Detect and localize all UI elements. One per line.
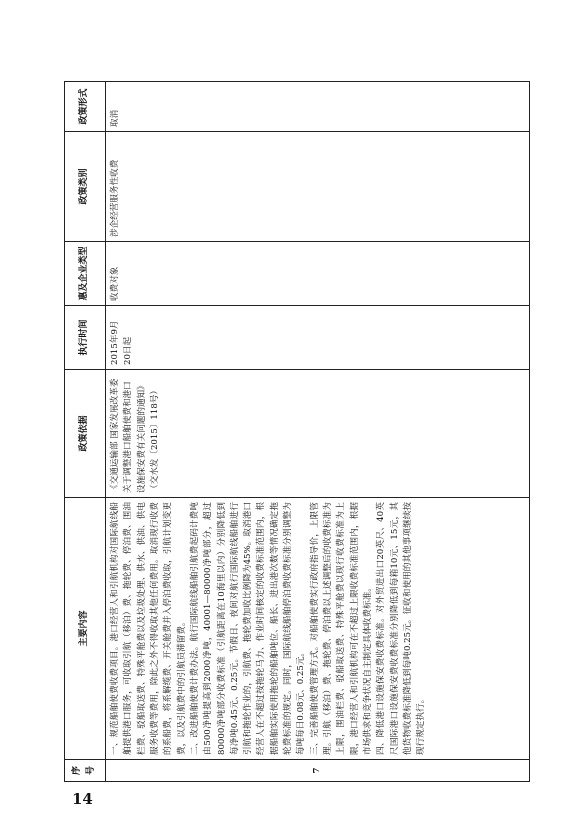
content-paragraph-1: 一、规范船舶使费收费项目。港口经营人和引航机构对国际航线船舶提供港口服务，可收取引航（移泊）费、拖轮费、停泊费、围油栏费、驳船取送费、特殊平舱费以及垃圾处理、供水、供油、供电服务收费等费用，除此之外不得收取其他任何费用。取消现行收费的系船费，将系解缆费、开关舱费并入停泊费收取，引航计划变更费，以及引航费中的引航员滞留费。 bbox=[110, 502, 187, 755]
cell-seq: 7 bbox=[106, 760, 530, 782]
page-number: 14 bbox=[72, 790, 93, 808]
header-time: 执行时间 bbox=[65, 306, 106, 370]
table-row bbox=[106, 82, 530, 782]
rotated-table-container bbox=[64, 82, 530, 782]
cell-category: 涉企经营服务性收费 bbox=[106, 132, 530, 242]
rotated-table-frame bbox=[64, 82, 530, 782]
cell-object: 收费对象 bbox=[106, 242, 530, 306]
cell-time: 2015年9月20日起 bbox=[106, 306, 530, 370]
header-object: 惠及企业类型 bbox=[65, 242, 106, 306]
policy-table bbox=[64, 81, 530, 782]
header-basis: 政策依据 bbox=[65, 370, 106, 498]
cell-form: 取消 bbox=[106, 82, 530, 132]
content-paragraph-4: 四、降低港口设施保安费收费标准。对外贸进出口20英尺、40英尺国际港口设施保安费收费标准分别降低到每箱10元、15元，其他货物收费标准降低到每吨0.25元。征收和使用的其他事项继续按现行规定执行。 bbox=[376, 502, 427, 755]
header-category: 政策类别 bbox=[65, 132, 106, 242]
cell-basis: 《交通运输部 国家发展改革委关于调整港口船舶使费和港口设施保安费有关问题的通知》（交水发〔2015〕118号） bbox=[106, 370, 530, 498]
header-form: 政策形式 bbox=[65, 82, 106, 132]
content-paragraph-3: 三、完善船舶使费管理方式。对船舶使费实行政府指导价，上限管理。引航（移泊）费、拖轮费、停泊费以上述调整后的收费标准为上限，围油栏费、驳船取送费、特殊平舱费以现行收费标准为上限，港口经营人和引航机构可在不超过上限收费标准范围内，根据市场供求和竞争状况自主制定具体收费标准。 bbox=[309, 502, 373, 755]
header-seq: 序号 bbox=[65, 760, 106, 782]
content-paragraph-2: 二、改进船舶使费计费办法。航行国际航线船舶引航费起码计费吨由500净吨提高到2000净吨，40001—80000净吨部分，超过80000净吨部分收费标准（引航距离在10海里以内）分别降低到每净吨0.45元、0.25元。节假日、夜间对航行国际航线船舶进行引航和拖轮作业的，引航费、拖轮费加收比例降为45%。取消港口经营人在不超过按拖轮马力、作业时间核定的收费标准范围内，根据船舶实际使用拖轮的船舶吨位、船长、进出港次数等情况确定拖轮费标准的规定。同时，国际航线船舶停泊费收费标准分别调整为每吨每日0.08元、0.25元。 bbox=[189, 502, 307, 755]
header-content: 主要内容 bbox=[65, 498, 106, 760]
table-header-row bbox=[65, 82, 106, 782]
cell-content bbox=[106, 498, 530, 760]
